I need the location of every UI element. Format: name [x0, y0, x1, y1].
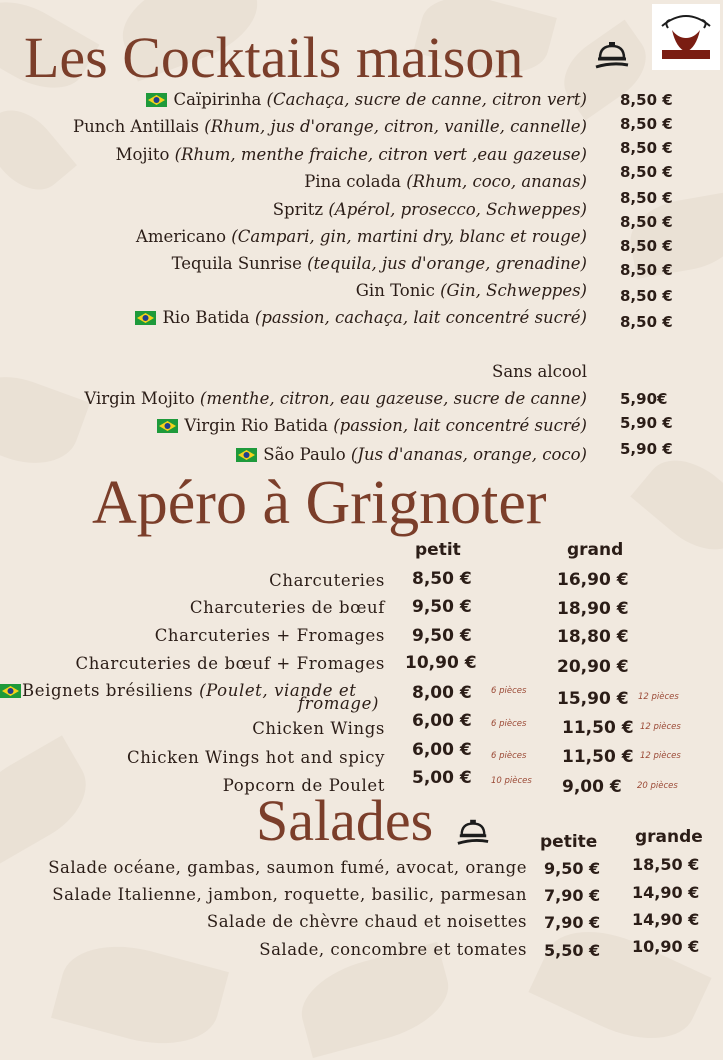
list-item: [172, 254, 587, 273]
item-price-small: 8,50 €: [412, 569, 472, 589]
salades-title: Salades: [256, 788, 434, 853]
background-leaf: [0, 362, 90, 478]
item-name: Charcuteries de bœuf: [189, 598, 385, 617]
list-item: [127, 748, 385, 767]
item-name: Salade Italienne, jambon, roquette, basilic, parmesan: [52, 885, 527, 904]
item-description: (Jus d'ananas, orange, coco): [350, 445, 587, 464]
item-price-large: 11,50 €: [562, 718, 634, 738]
item-name: Caïpirinha: [173, 90, 262, 109]
item-price: 8,50 €: [620, 163, 673, 181]
brazil-flag-icon: [0, 683, 21, 697]
item-description: (passion, lait concentré sucré): [333, 416, 587, 435]
item-price-large: 18,50 €: [632, 855, 700, 874]
item-price-small: 9,50 €: [544, 859, 601, 878]
item-price-small: 7,90 €: [544, 913, 601, 932]
list-item: [75, 654, 385, 673]
item-price: 8,50 €: [620, 139, 673, 157]
item-description: (Rhum, coco, ananas): [406, 172, 587, 191]
item-price: 5,90 €: [620, 414, 673, 432]
list-item: [116, 145, 587, 164]
item-description: (Rhum, jus d'orange, citron, vanille, cannelle): [204, 117, 587, 136]
item-quantity-large: 20 pièces: [637, 781, 678, 791]
item-price-large: 16,90 €: [557, 570, 629, 590]
list-item: [52, 885, 527, 904]
item-description: (Poulet, viande et: [199, 681, 357, 700]
item-price-small: 9,50 €: [412, 626, 472, 646]
background-leaf: [51, 931, 229, 1059]
item-name: Salade océane, gambas, saumon fumé, avocat, orange: [48, 858, 527, 877]
item-name: Gin Tonic: [355, 281, 435, 300]
background-leaf: [630, 443, 723, 567]
item-price: 8,50 €: [620, 261, 673, 279]
item-name: Virgin Mojito: [84, 389, 195, 408]
bull-logo-icon: [652, 4, 720, 70]
column-header-large: grand: [567, 540, 624, 560]
item-quantity-small: 6 pièces: [491, 686, 527, 696]
list-item: [207, 912, 527, 931]
item-price-large: 14,90 €: [632, 910, 700, 929]
list-item: [136, 227, 587, 246]
list-item: [157, 416, 587, 435]
item-price: 8,50 €: [620, 237, 673, 255]
item-name: Chicken Wings hot and spicy: [126, 748, 385, 767]
background-leaf: [0, 735, 102, 864]
brazil-flag-icon: [146, 92, 167, 106]
list-item: [269, 571, 385, 590]
item-name: Chicken Wings: [252, 719, 385, 738]
item-description: (Apérol, prosecco, Schweppes): [328, 200, 587, 219]
cloche-icon: [594, 38, 630, 78]
background-leaf: [0, 96, 77, 204]
item-price: 8,50 €: [620, 91, 673, 109]
item-price: 5,90 €: [620, 440, 673, 458]
list-item: [155, 626, 385, 645]
item-quantity-small: 6 pièces: [491, 719, 527, 729]
cloche-icon: [455, 816, 491, 854]
item-price-small: 6,00 €: [412, 711, 472, 731]
list-item: [48, 858, 527, 877]
item-price-large: 20,90 €: [557, 657, 629, 677]
item-name: Salade de chèvre chaud et noisettes: [206, 912, 527, 931]
item-price-small: 7,90 €: [544, 886, 601, 905]
cocktails-title: Les Cocktails maison: [24, 25, 524, 90]
item-description: (Campari, gin, martini dry, blanc et rouge): [231, 227, 587, 246]
item-price-large: 18,80 €: [557, 627, 629, 647]
item-name: Beignets brésiliens: [22, 681, 194, 700]
item-price: 5,90€: [620, 390, 668, 408]
item-price-large: 18,90 €: [557, 599, 629, 619]
item-name: Rio Batida: [162, 308, 250, 327]
item-quantity-large: 12 pièces: [640, 722, 681, 732]
item-quantity-large: 12 pièces: [638, 692, 679, 702]
item-description: (Rhum, menthe fraiche, citron vert ,eau gazeuse): [174, 145, 587, 164]
item-name: Charcuteries de bœuf + Fromages: [75, 654, 385, 673]
item-price-large: 11,50 €: [562, 747, 634, 767]
item-name: Americano: [135, 227, 227, 246]
item-price-large: 14,90 €: [632, 883, 700, 902]
item-name: Mojito: [115, 145, 170, 164]
item-price-large: 10,90 €: [632, 937, 700, 956]
list-item: [304, 172, 587, 191]
item-price-large: 15,90 €: [557, 689, 629, 709]
list-item: [252, 719, 385, 738]
item-quantity-small: 6 pièces: [491, 751, 527, 761]
item-price: 8,50 €: [620, 313, 673, 331]
item-name: São Paulo: [263, 445, 346, 464]
item-name: Charcuteries: [269, 571, 385, 590]
column-header-small: petite: [540, 832, 598, 852]
item-name: Charcuteries + Fromages: [154, 626, 385, 645]
background-leaf: [292, 942, 458, 1058]
item-price: 8,50 €: [620, 213, 673, 231]
item-price: 8,50 €: [620, 189, 673, 207]
item-name: Tequila Sunrise: [171, 254, 302, 273]
item-name: Punch Antillais: [72, 117, 200, 136]
item-price-small: 9,50 €: [412, 597, 472, 617]
item-quantity-small: 10 pièces: [491, 776, 532, 786]
item-price: 8,50 €: [620, 287, 673, 305]
list-item: [135, 308, 587, 327]
item-price-small: 10,90 €: [405, 653, 477, 673]
restaurant-logo: [652, 4, 720, 70]
brazil-flag-icon: [236, 447, 257, 461]
list-item: [73, 117, 587, 136]
list-item: [190, 598, 385, 617]
section-subtitle: Sans alcool: [492, 362, 587, 381]
item-name: Salade, concombre et tomates: [259, 940, 527, 959]
background-leaf: [528, 910, 711, 1059]
item-name: Spritz: [272, 200, 324, 219]
brazil-flag-icon: [135, 310, 156, 324]
list-item: [356, 281, 587, 300]
item-description: (passion, cachaça, lait concentré sucré): [254, 308, 587, 327]
list-item: [84, 389, 587, 408]
list-item: [259, 940, 527, 959]
brazil-flag-icon: [157, 418, 178, 432]
list-item: [146, 90, 587, 109]
column-header-large: grande: [635, 827, 703, 847]
item-name: Pina colada: [304, 172, 401, 191]
list-item: [273, 200, 587, 219]
item-description: (tequila, jus d'orange, grenadine): [307, 254, 587, 273]
apero-title: Apéro à Grignoter: [92, 469, 547, 537]
item-description: (Gin, Schweppes): [440, 281, 587, 300]
item-price-small: 6,00 €: [412, 740, 472, 760]
item-price: 8,50 €: [620, 115, 673, 133]
item-name: Popcorn de Poulet: [222, 776, 385, 795]
column-header-small: petit: [415, 540, 461, 560]
item-quantity-large: 12 pièces: [640, 751, 681, 761]
item-price-small: 8,00 €: [412, 683, 472, 703]
item-price-large: 9,00 €: [562, 777, 622, 797]
item-description: (menthe, citron, eau gazeuse, sucre de canne): [199, 389, 587, 408]
item-name: Virgin Rio Batida: [184, 416, 328, 435]
list-item: [236, 445, 587, 464]
item-description: (Cachaça, sucre de canne, citron vert): [266, 90, 587, 109]
item-description-continued: fromage): [298, 694, 379, 713]
item-price-small: 5,00 €: [412, 768, 472, 788]
item-price-small: 5,50 €: [544, 941, 601, 960]
